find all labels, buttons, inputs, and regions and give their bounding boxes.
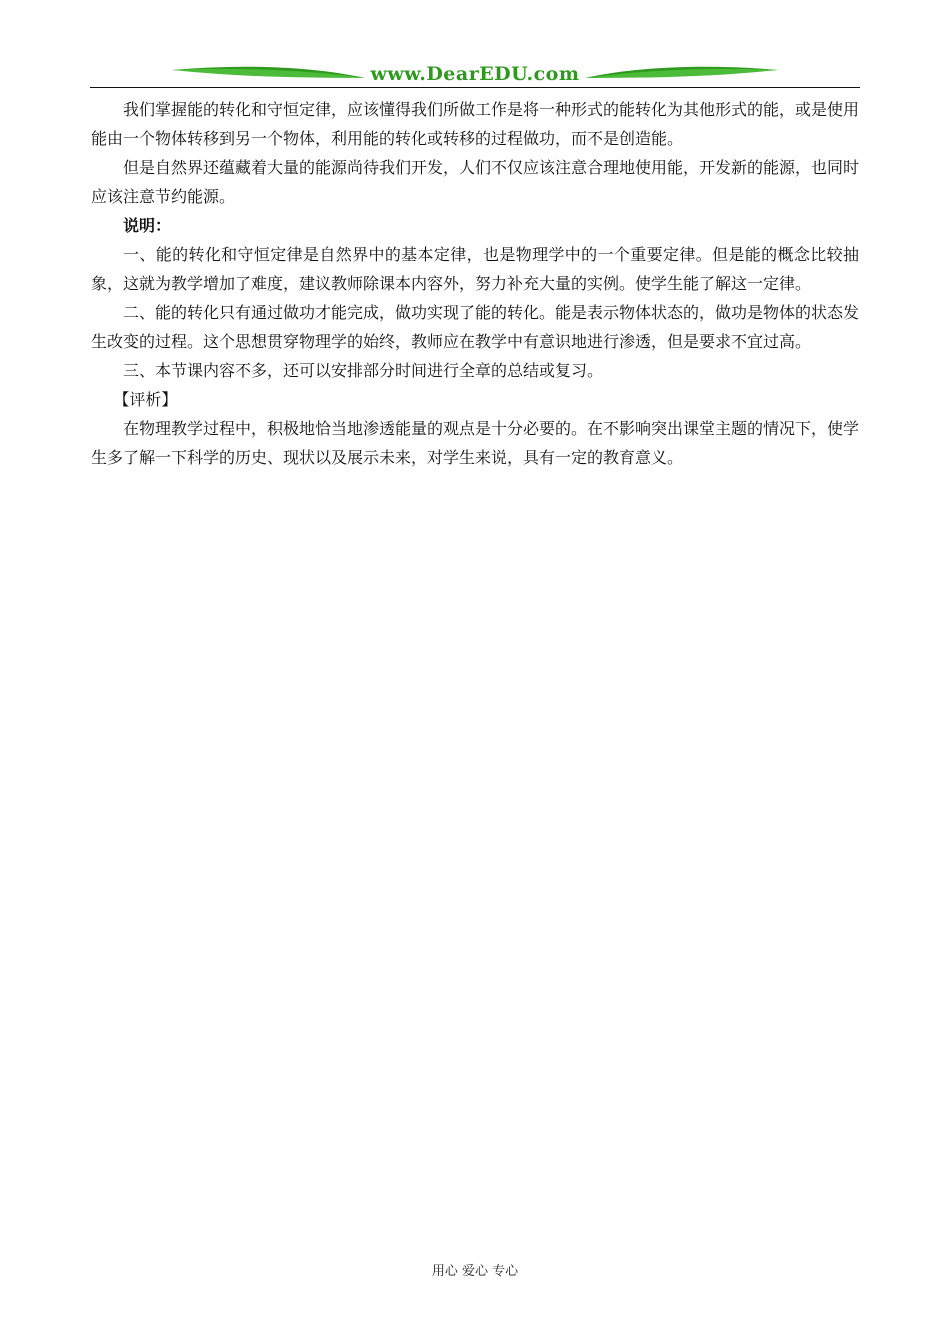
- review-paragraph: 在物理教学过程中，积极地恰当地渗透能量的观点是十分必要的。在不影响突出课堂主题的情况下，使学生多了解一下科学的历史、现状以及展示未来，对学生来说，具有一定的教育意义。: [91, 419, 860, 467]
- site-logo-text: www.DearEDU.com: [370, 63, 580, 85]
- paragraph-energy-development: 但是自然界还蕴藏着大量的能源尚待我们开发，人们不仅应该注意合理地使用能，开发新的能源，也同时应该注意节约能源。: [91, 158, 860, 206]
- document-body: [91, 95, 859, 472]
- page-header: [90, 58, 860, 92]
- note-item-2: 二、能的转化只有通过做功才能完成，做功实现了能的转化。能是表示物体状态的，做功是物体的状态发生改变的过程。这个思想贯穿物理学的始终，教师应在教学中有意识地进行渗透，但是要求不宜过高。: [91, 303, 860, 351]
- note-item-3: 三、本节课内容不多，还可以安排部分时间进行全章的总结或复习。: [123, 361, 604, 380]
- note-item-1: 一、能的转化和守恒定律是自然界中的基本定律，也是物理学中的一个重要定律。但是能的概念比较抽象，这就为教学增加了难度，建议教师除课本内容外，努力补充大量的实例。使学生能了解这一定律。: [91, 245, 859, 293]
- review-heading: 【评析】: [113, 390, 178, 409]
- paragraph-energy-conservation: 我们掌握能的转化和守恒定律，应该懂得我们所做工作是将一种形式的能转化为其他形式的能，或是使用能由一个物体转移到另一个物体，利用能的转化或转移的过程做功，而不是创造能。: [91, 100, 860, 148]
- header-divider: [90, 87, 860, 88]
- notes-heading: 说明：: [123, 216, 172, 235]
- page-footer: 用心 爱心 专心: [431, 1264, 519, 1279]
